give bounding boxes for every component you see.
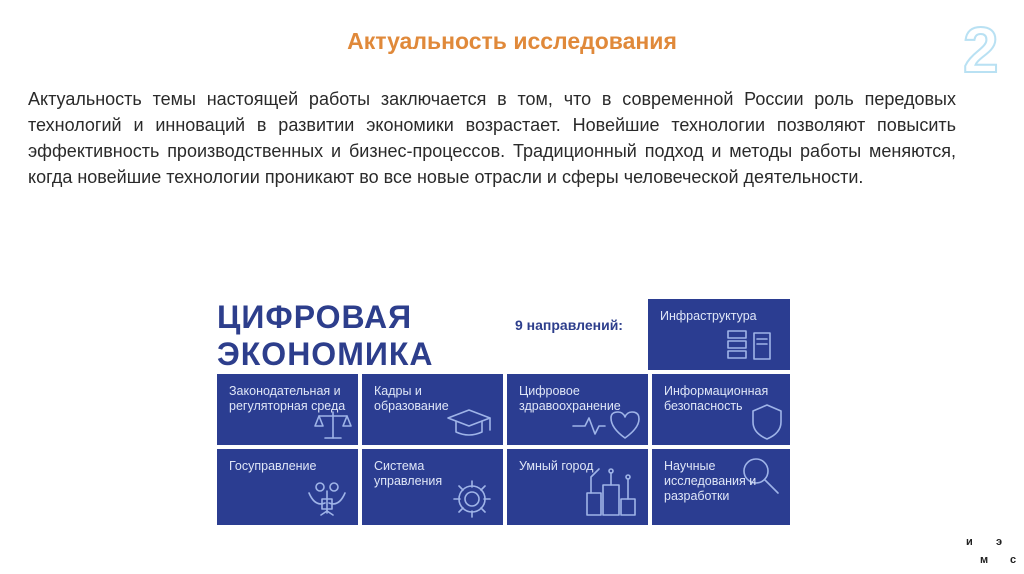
imes-logo (966, 536, 1018, 572)
infographic-title (217, 299, 433, 373)
tile-label: Информационная безопасность (664, 384, 769, 413)
eagle-emblem-icon (303, 477, 351, 521)
infographic-title-line1: ЦИФРОВАЯ (217, 299, 413, 335)
tile-label: Законодательная и регуляторная среда (229, 384, 346, 413)
logo-letter: э (996, 536, 1003, 548)
slide-number: 2 (963, 14, 999, 86)
tile-healthcare (507, 374, 648, 445)
logo-letter: с (1010, 554, 1017, 566)
logo-letter: и (966, 536, 973, 548)
logo-letter: м (980, 554, 989, 566)
tile-education (362, 374, 503, 445)
slide-title: Актуальность исследования (347, 28, 677, 54)
tile-label: Умный город (519, 459, 594, 473)
tile-label: Госуправление (229, 459, 317, 473)
tile-legislation (217, 374, 358, 445)
tile-security (652, 374, 790, 445)
body-paragraph: Актуальность темы настоящей работы заключается в том, что в современной России роль передовых технологий и инноваций в развитии экономики возрастает. Новейшие технологии позволяют повысить эффективность производственных и бизнес-процессов. Традиционный подход и методы работы меняются, когда новейшие технологии проникают во все новые отрасли и сферы человеческой деятельности. (28, 89, 956, 187)
digital-economy-infographic (217, 297, 790, 525)
tile-label: Кадры и образование (374, 384, 449, 413)
directions-label: 9 направлений: (515, 317, 623, 333)
tile-government (217, 449, 358, 525)
tile-research (652, 449, 790, 525)
tile-infrastructure (648, 299, 790, 370)
tile-label: Научные исследования и разработки (664, 459, 757, 503)
tile-label: Цифровое здравоохранение (519, 384, 621, 413)
infographic-title-line2: ЭКОНОМИКА (217, 336, 434, 372)
tile-label: Инфраструктура (660, 309, 757, 323)
tile-label: Система управления (374, 459, 443, 488)
tile-management (362, 449, 503, 525)
server-icon (724, 327, 780, 367)
tile-smart-city (507, 449, 648, 525)
